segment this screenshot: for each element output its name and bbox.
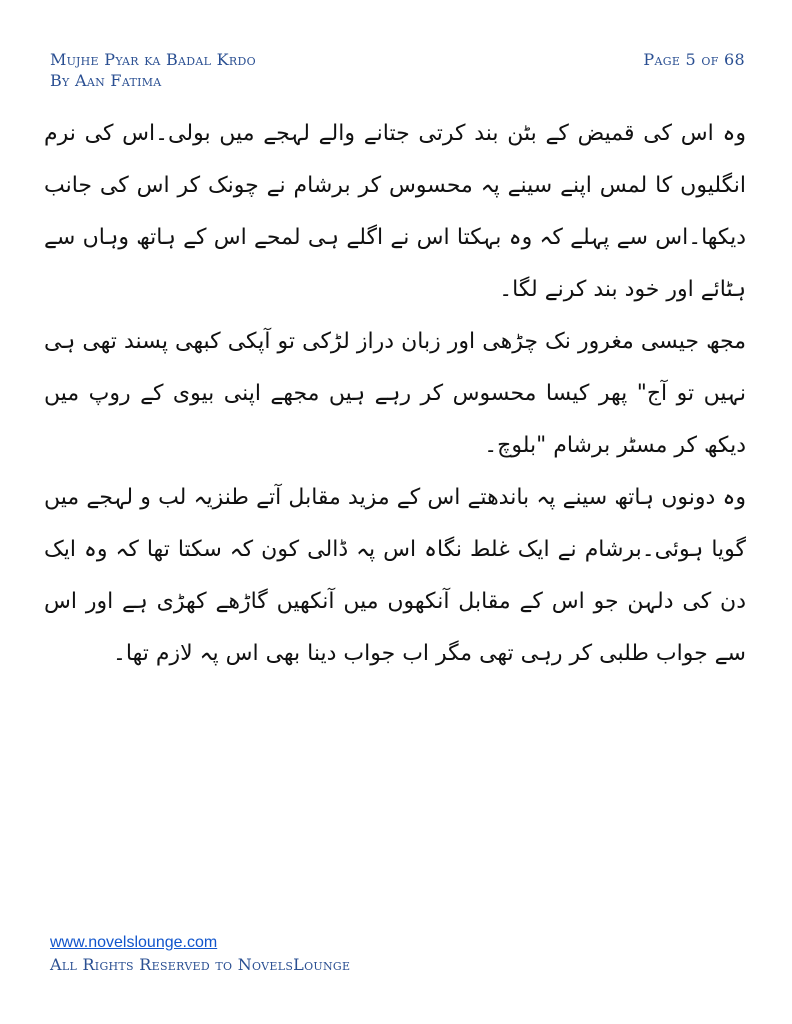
novel-title: Mujhe Pyar ka Badal Krdo [50, 50, 256, 69]
paragraph-3: وہ دونوں ہاتھ سینے پہ باندھتے اس کے مزید مقابل آتے طنزیہ لب و لہجے میں گویا ہوئی۔برشام نے ایک غلط نگاہ اس پہ ڈالی کون کہ سکتا تھا کہ وہ ایک دن کی دلہن جو اس کے مقابل آنکھوں میں آنکھیں گاڑھے کھڑی ہے اور اس سے جواب طلبی کر رہی تھی مگر اب جواب دینا بھی اس پہ لازم تھا۔ [44, 485, 746, 666]
website-link[interactable]: www.novelslounge.com [50, 934, 218, 951]
paragraph-1: وہ اس کی قمیض کے بٹن بند کرتی جتانے والے لہجے میں بولی۔اس کی نرم انگلیوں کا لمس اپنے سینے پہ محسوس کر برشام نے چونک کر اس کی جانب دیکھا۔اس سے پہلے کہ وہ بہکتا اس نے اگلے ہی لمحے اس کے ہاتھ وہاں سے ہٹائے اور خود بند کرنے لگا۔ [44, 121, 746, 302]
rights-notice: All Rights Reserved to NovelsLounge [50, 955, 351, 974]
author-line: By Aan Fatima [50, 71, 162, 90]
page-number: Page 5 of 68 [643, 50, 745, 69]
story-body [44, 108, 746, 680]
paragraph-2: مجھ جیسی مغرور نک چڑھی اور زبان دراز لڑکی تو آپکی کبھی پسند تھی ہی نہیں تو آج" پھر کیسا محسوس کر رہے ہیں مجھے اپنی بیوی کے روپ میں دیکھ کر مسٹر برشام "بلوچ۔ [44, 329, 746, 458]
